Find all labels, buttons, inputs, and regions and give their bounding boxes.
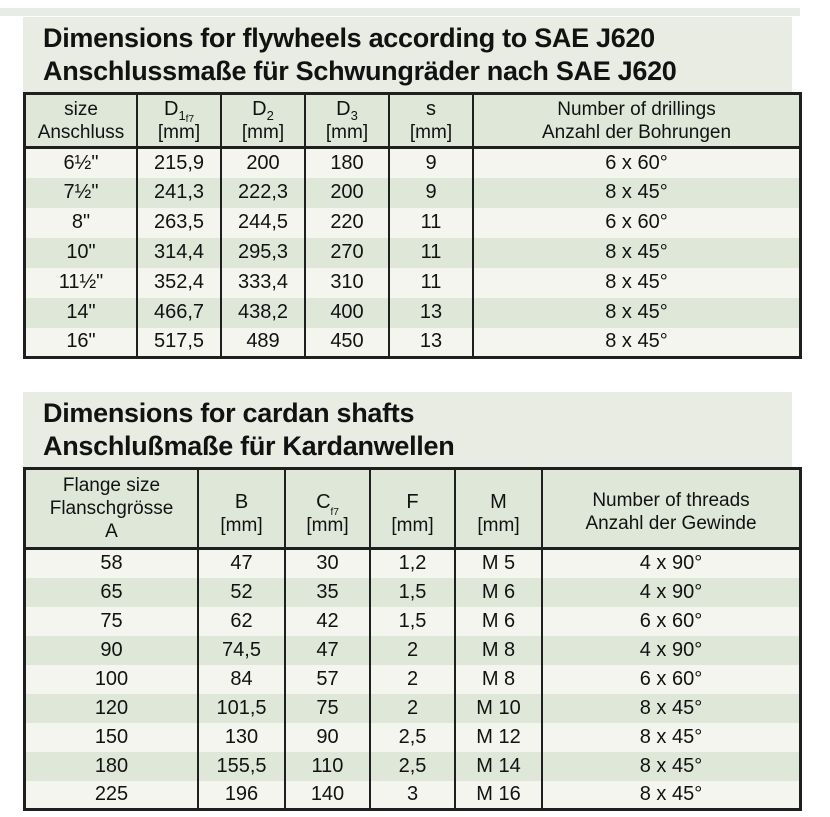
table-cell: 220	[305, 208, 389, 238]
col-header-threads-en: Number of threads	[592, 489, 750, 511]
content-column	[23, 17, 792, 811]
col-header-d1f7: $D_{1f7}$ [mm]	[137, 94, 221, 148]
unit-label: [mm]	[325, 122, 369, 143]
table-cell: 1,2	[370, 549, 455, 578]
table-cell: M 8	[455, 665, 542, 694]
table-cell: 333,4	[221, 268, 305, 298]
table-cell: 2	[370, 665, 455, 694]
table-row	[25, 208, 801, 238]
table-cell: 62	[198, 607, 285, 636]
table-cell: 155,5	[198, 752, 285, 781]
table-cell: 8 x 45°	[473, 268, 801, 298]
table-row	[25, 636, 801, 665]
table-cell: 4 x 90°	[542, 578, 801, 607]
table-cell: 3	[370, 781, 455, 810]
col-header-f: F [mm]	[370, 469, 455, 549]
table-cell: M 6	[455, 607, 542, 636]
col-header-cf7: $C_{f7}$ [mm]	[285, 469, 370, 549]
unit-label: [mm]	[220, 514, 263, 536]
table-cell: 295,3	[221, 238, 305, 268]
table-cell: 244,5	[221, 208, 305, 238]
unit-label: [mm]	[241, 122, 285, 143]
table-cell: 11	[389, 238, 473, 268]
table-cell: 489	[221, 328, 305, 358]
table-cell: 263,5	[137, 208, 221, 238]
table-cell: 74,5	[198, 636, 285, 665]
table-cell: 16"	[66, 330, 96, 353]
flywheel-section	[23, 17, 792, 359]
table-cell: 14"	[66, 301, 96, 323]
table-cell: 352,4	[137, 268, 221, 298]
table-row	[25, 268, 801, 298]
table-cell: 270	[305, 238, 389, 268]
table-row	[25, 148, 801, 178]
table-cell: 8 x 45°	[542, 752, 801, 781]
unit-label: [mm]	[306, 514, 349, 536]
table-cell: M 5	[455, 549, 542, 578]
unit-label: [mm]	[157, 122, 201, 143]
table-cell: 75	[100, 609, 123, 632]
cardan-title-en: Dimensions for cardan shafts	[43, 398, 415, 428]
cardan-title-de: Anschlußmaße für Kardanwellen	[43, 431, 455, 461]
table-cell: 215,9	[137, 148, 221, 178]
table-cell: 2	[370, 636, 455, 665]
table-row	[25, 723, 801, 752]
flywheel-title-de: Anschlussmaße für Schwungräder nach SAE J620	[43, 56, 677, 86]
table-cell: 400	[305, 298, 389, 328]
table-cell: M 6	[455, 578, 542, 607]
col-header-size	[25, 94, 138, 148]
table-cell: 180	[305, 148, 389, 178]
col-header-s: s [mm]	[389, 94, 473, 148]
table-row	[25, 607, 801, 636]
table-cell: 2	[370, 694, 455, 723]
col-header-size-de: Anschluss	[37, 121, 125, 143]
table-cell: 140	[285, 781, 370, 810]
col-header-flange-a: A	[105, 521, 118, 542]
table-cell: 310	[305, 268, 389, 298]
table-cell: 8 x 45°	[542, 694, 801, 723]
unit-label: [mm]	[391, 514, 434, 536]
table-cell: 314,4	[137, 238, 221, 268]
table-cell: 200	[305, 178, 389, 208]
table-cell: 8 x 45°	[542, 723, 801, 752]
col-header-flange-size	[25, 469, 199, 549]
table-cell: 517,5	[137, 328, 221, 358]
table-cell: 7½"	[63, 181, 99, 203]
table-cell: 75	[285, 694, 370, 723]
header-row	[25, 469, 801, 549]
table-row	[25, 298, 801, 328]
cardan-table-header	[25, 469, 801, 549]
table-cell: 6½"	[63, 151, 99, 174]
flywheel-table-body	[25, 148, 801, 358]
table-cell: 9	[389, 178, 473, 208]
col-header-size-en: size	[64, 98, 98, 120]
col-header-drillings-de: Anzahl der Bohrungen	[541, 121, 732, 143]
table-cell: 130	[198, 723, 285, 752]
table-cell: 225	[94, 782, 129, 805]
table-cell: 110	[285, 752, 370, 781]
col-header-drillings-en: Number of drillings	[557, 98, 716, 120]
table-cell: 8 x 45°	[473, 328, 801, 358]
unit-label: [mm]	[477, 514, 520, 536]
table-row	[25, 549, 801, 578]
table-cell: 2,5	[370, 723, 455, 752]
table-cell: 180	[94, 754, 129, 777]
table-cell: 101,5	[198, 694, 285, 723]
table-row	[25, 328, 801, 358]
table-cell: 438,2	[221, 298, 305, 328]
table-cell: M 8	[455, 636, 542, 665]
table-cell: 100	[94, 667, 129, 690]
table-cell: 241,3	[137, 178, 221, 208]
table-cell: M 14	[455, 752, 542, 781]
table-cell: 57	[285, 665, 370, 694]
table-cell: 1,5	[370, 607, 455, 636]
col-header-threads-de: Anzahl der Gewinde	[585, 512, 757, 534]
table-cell: 8"	[71, 211, 91, 233]
table-cell: 52	[198, 578, 285, 607]
flywheel-table-header	[25, 94, 801, 148]
table-cell: 6 x 60°	[473, 208, 801, 238]
table-cell: 47	[285, 636, 370, 665]
table-cell: 90	[285, 723, 370, 752]
cardan-table-body	[25, 549, 801, 810]
table-row	[25, 781, 801, 810]
table-cell: 150	[94, 725, 129, 748]
cardan-table	[23, 467, 802, 811]
table-cell: 222,3	[221, 178, 305, 208]
scan-artifact-strip	[0, 8, 800, 16]
table-cell: 58	[100, 552, 123, 575]
table-cell: 6 x 60°	[473, 148, 801, 178]
table-row	[25, 178, 801, 208]
table-cell: M 12	[455, 723, 542, 752]
table-cell: 450	[305, 328, 389, 358]
table-cell: M 16	[455, 781, 542, 810]
col-header-flange-en: Flange size	[62, 475, 161, 496]
table-cell: 8 x 45°	[473, 238, 801, 268]
col-header-d3: $D_3$ [mm]	[305, 94, 389, 148]
table-cell: 11	[389, 208, 473, 238]
table-cell: 30	[285, 549, 370, 578]
table-cell: 11½"	[58, 271, 104, 293]
table-row	[25, 238, 801, 268]
cardan-section-title	[23, 392, 792, 467]
table-row	[25, 665, 801, 694]
table-cell: 120	[94, 696, 129, 719]
flywheel-table	[23, 92, 802, 359]
table-cell: 11	[389, 268, 473, 298]
table-cell: 2,5	[370, 752, 455, 781]
col-header-b: B [mm]	[198, 469, 285, 549]
col-header-flange-de: Flanschgrösse	[49, 498, 174, 519]
table-row	[25, 694, 801, 723]
table-cell: 8 x 45°	[473, 178, 801, 208]
table-cell: 13	[389, 298, 473, 328]
col-header-m: M [mm]	[455, 469, 542, 549]
table-cell: M 10	[455, 694, 542, 723]
table-cell: 9	[389, 148, 473, 178]
table-cell: 42	[285, 607, 370, 636]
table-cell: 200	[221, 148, 305, 178]
col-header-drillings	[473, 94, 801, 148]
flywheel-title-en: Dimensions for flywheels according to SAE J620	[43, 23, 655, 53]
table-cell: 35	[285, 578, 370, 607]
table-cell: 90	[100, 638, 123, 661]
table-cell: 10"	[66, 241, 96, 263]
table-cell: 4 x 90°	[542, 549, 801, 578]
col-header-threads	[542, 469, 801, 549]
table-row	[25, 578, 801, 607]
table-cell: 84	[198, 665, 285, 694]
table-cell: 1,5	[370, 578, 455, 607]
table-cell: 4 x 90°	[542, 636, 801, 665]
table-cell: 6 x 60°	[542, 665, 801, 694]
cardan-section	[23, 392, 792, 811]
table-cell: 6 x 60°	[542, 607, 801, 636]
header-row	[25, 94, 801, 148]
section-gap	[23, 359, 792, 392]
table-cell: 13	[389, 328, 473, 358]
table-cell: 65	[100, 580, 123, 603]
table-row	[25, 752, 801, 781]
table-cell: 466,7	[137, 298, 221, 328]
table-cell: 8 x 45°	[542, 781, 801, 810]
col-header-d2: $D_2$ [mm]	[221, 94, 305, 148]
table-cell: 8 x 45°	[473, 298, 801, 328]
unit-label: [mm]	[409, 122, 453, 143]
flywheel-section-title	[23, 17, 792, 92]
table-cell: 47	[198, 549, 285, 578]
table-cell: 196	[198, 781, 285, 810]
